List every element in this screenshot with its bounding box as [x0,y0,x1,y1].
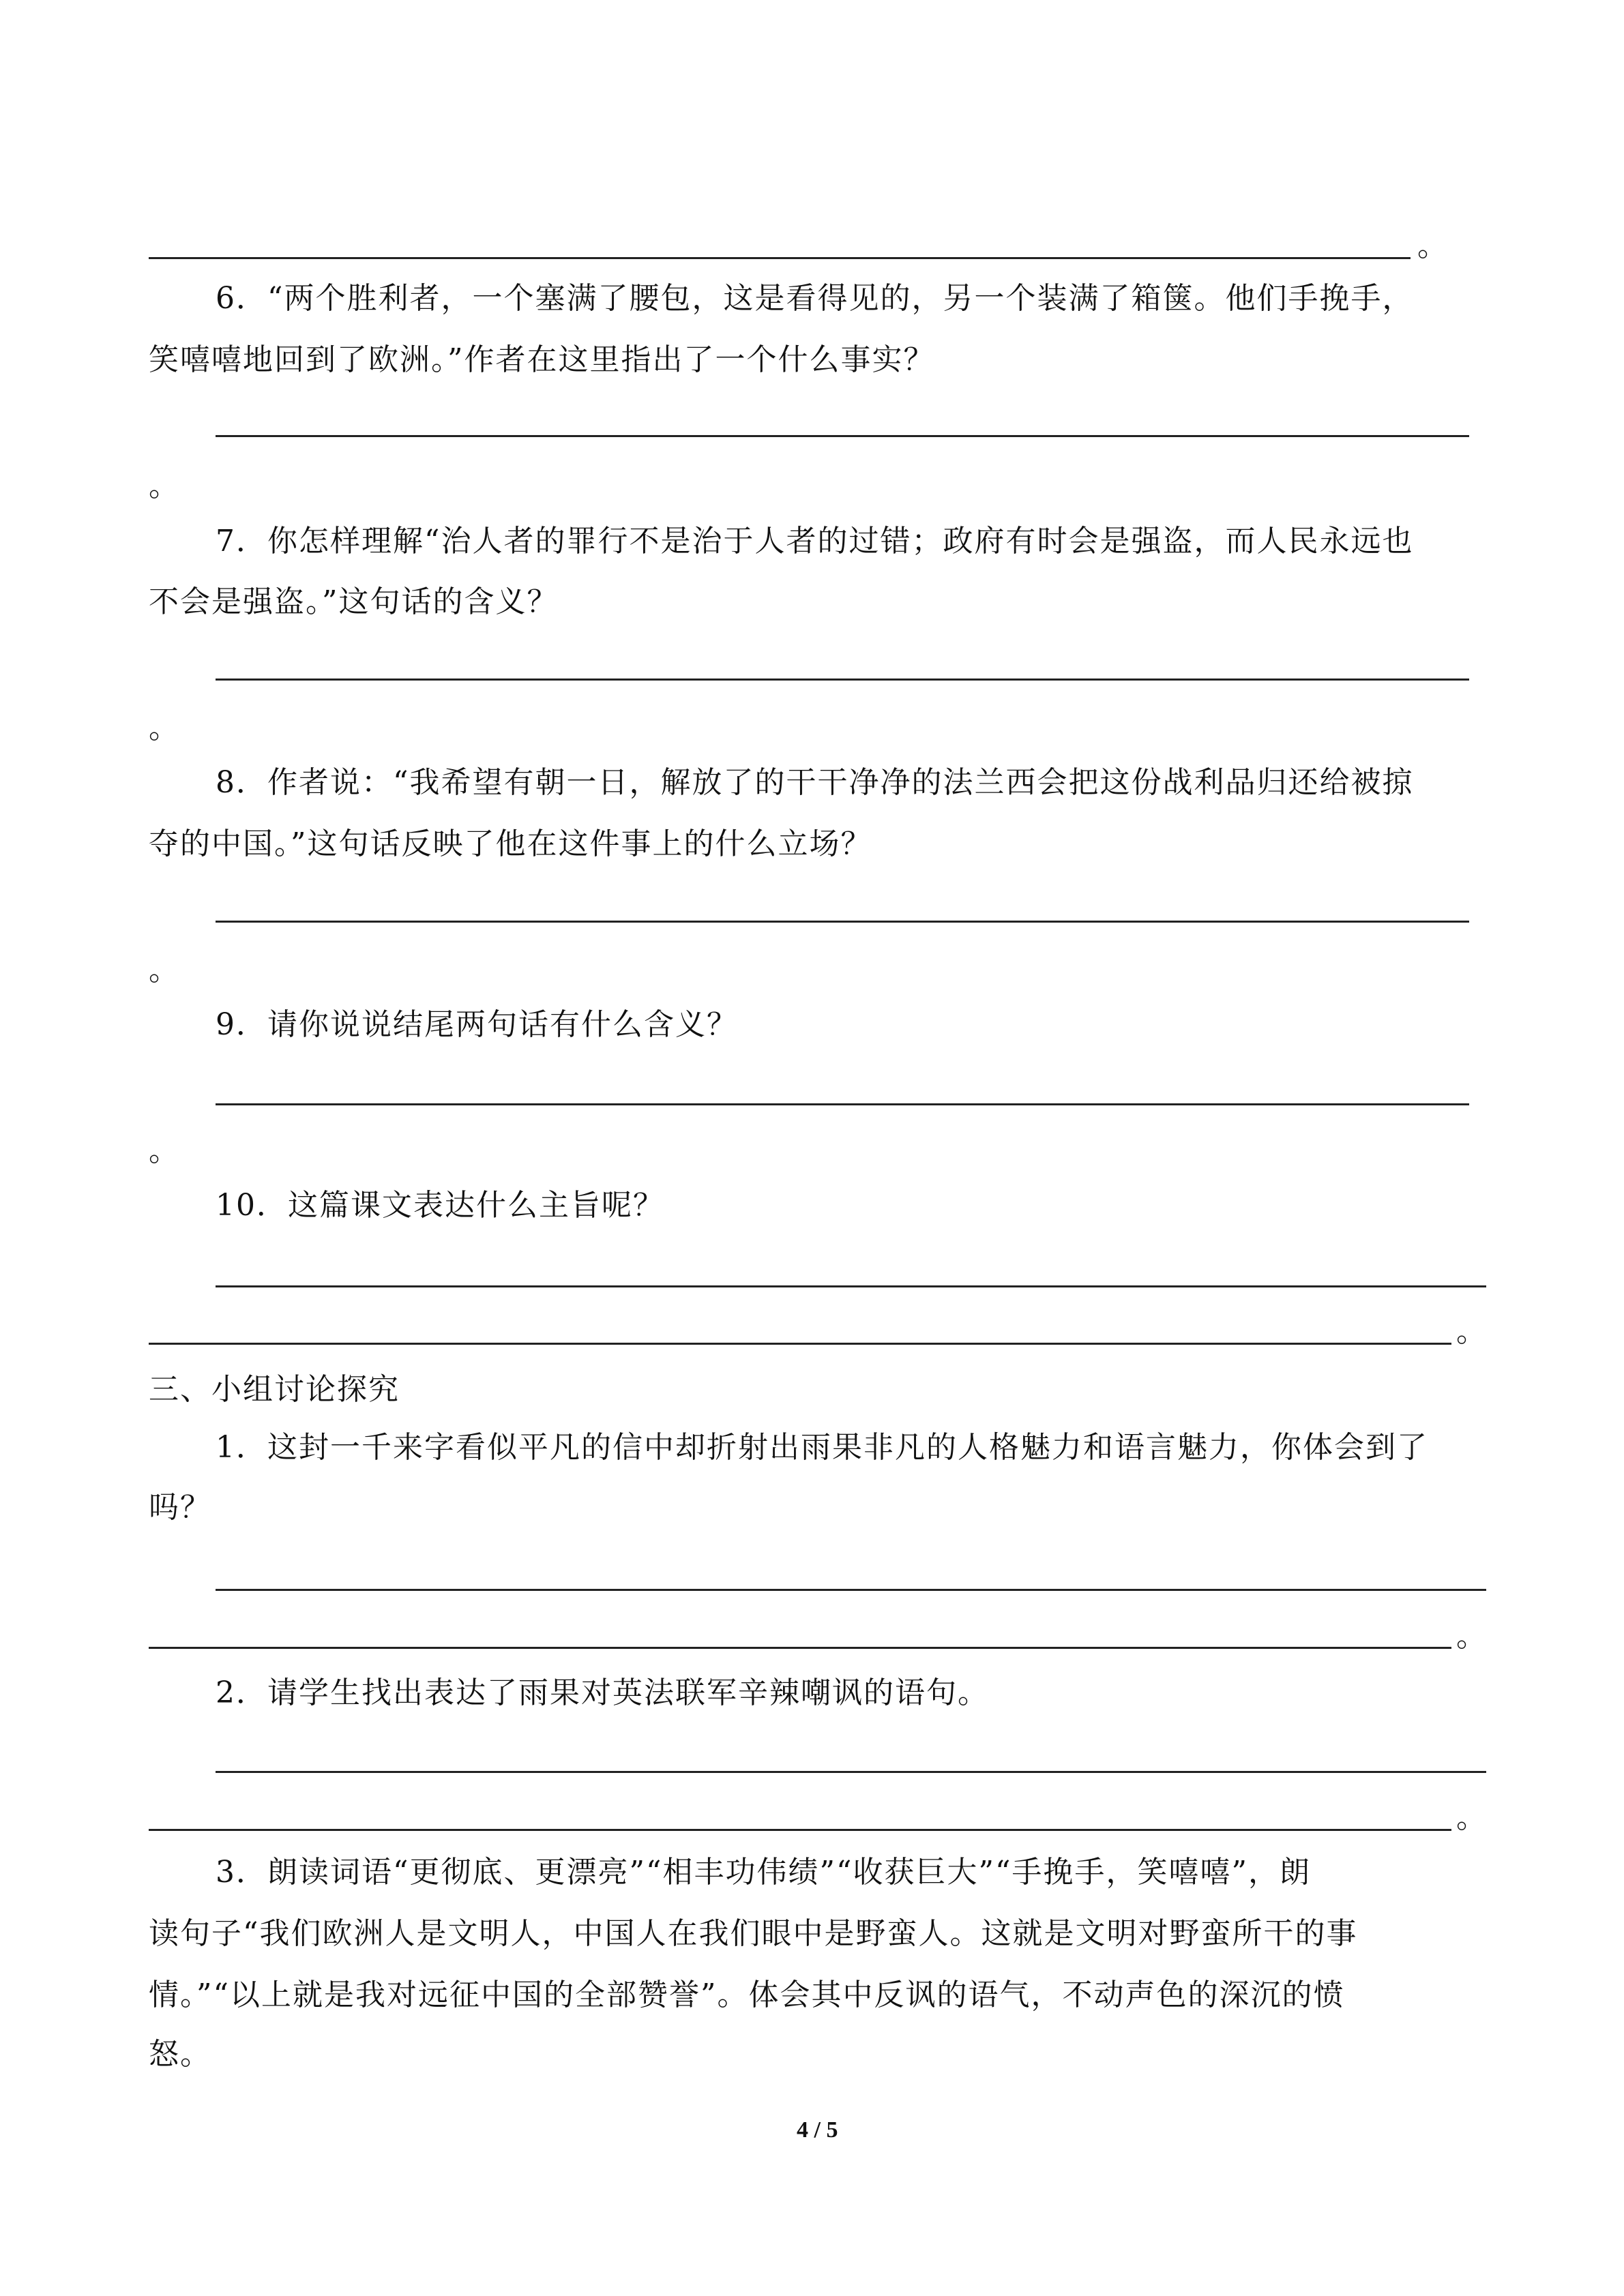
section-heading: 三、小组讨论探究 [149,1372,400,1407]
answer-line[interactable] [216,1285,1486,1287]
period: 。 [1456,1314,1486,1349]
answer-line[interactable] [149,1343,1451,1345]
answer-line[interactable] [149,1647,1451,1649]
q8-line2: 夺的中国。”这句话反映了他在这件事上的什么立场？ [149,826,872,861]
s3-q2-line1: 2．请学生找出表达了雨果对英法联军辛辣嘲讽的语句。 [216,1675,989,1710]
s3-q3-line1: 3．朗读词语“更彻底、更漂亮”“相丰功伟绩”“收获巨大”“手挽手，笑嘻嘻”，朗 [216,1855,1311,1890]
s3-q1-line1: 1．这封一千来字看似平凡的信中却折射出雨果非凡的人格魅力和语言魅力，你体会到了 [216,1430,1428,1465]
period: 。 [149,711,179,745]
period: 。 [149,953,179,987]
answer-line[interactable] [216,679,1469,681]
s3-q3-line4: 怒。 [149,2037,211,2072]
answer-line[interactable] [216,1589,1486,1591]
period: 。 [1456,1800,1486,1835]
answer-line[interactable] [216,435,1469,437]
q8-line1: 8．作者说：“我希望有朝一日，解放了的干干净净的法兰西会把这份战利品归还给被掠 [216,765,1414,800]
q7-line1: 7．你怎样理解“治人者的罪行不是治于人者的过错；政府有时会是强盗，而人民永远也 [216,524,1414,558]
q9-line1: 9．请你说说结尾两句话有什么含义？ [216,1007,738,1042]
s3-q1-line2: 吗？ [149,1490,211,1525]
q7-line2: 不会是强盗。”这句话的含义？ [149,584,559,619]
s3-q3-line3: 情。”“以上就是我对远征中国的全部赞誉”。体会其中反讽的语气，不动声色的深沉的愤 [149,1978,1345,2012]
period: 。 [1417,228,1447,263]
period: 。 [1456,1619,1486,1654]
period: 。 [149,1133,179,1168]
answer-line[interactable] [216,1103,1469,1105]
period: 。 [149,468,179,503]
answer-line[interactable] [216,1771,1486,1773]
answer-line[interactable] [216,921,1469,923]
answer-line[interactable] [149,257,1411,259]
s3-q3-line2: 读句子“我们欧洲人是文明人，中国人在我们眼中是野蛮人。这就是文明对野蛮所干的事 [149,1916,1358,1951]
q10-line1: 10．这篇课文表达什么主旨呢？ [216,1188,664,1223]
q6-line1: 6．“两个胜利者，一个塞满了腰包，这是看得见的，另一个装满了箱箧。他们手挽手， [216,281,1414,316]
q6-line2: 笑嘻嘻地回到了欧洲。”作者在这里指出了一个什么事实？ [149,342,935,377]
answer-line[interactable] [149,1829,1451,1831]
page-number: 4 / 5 [797,2117,838,2143]
